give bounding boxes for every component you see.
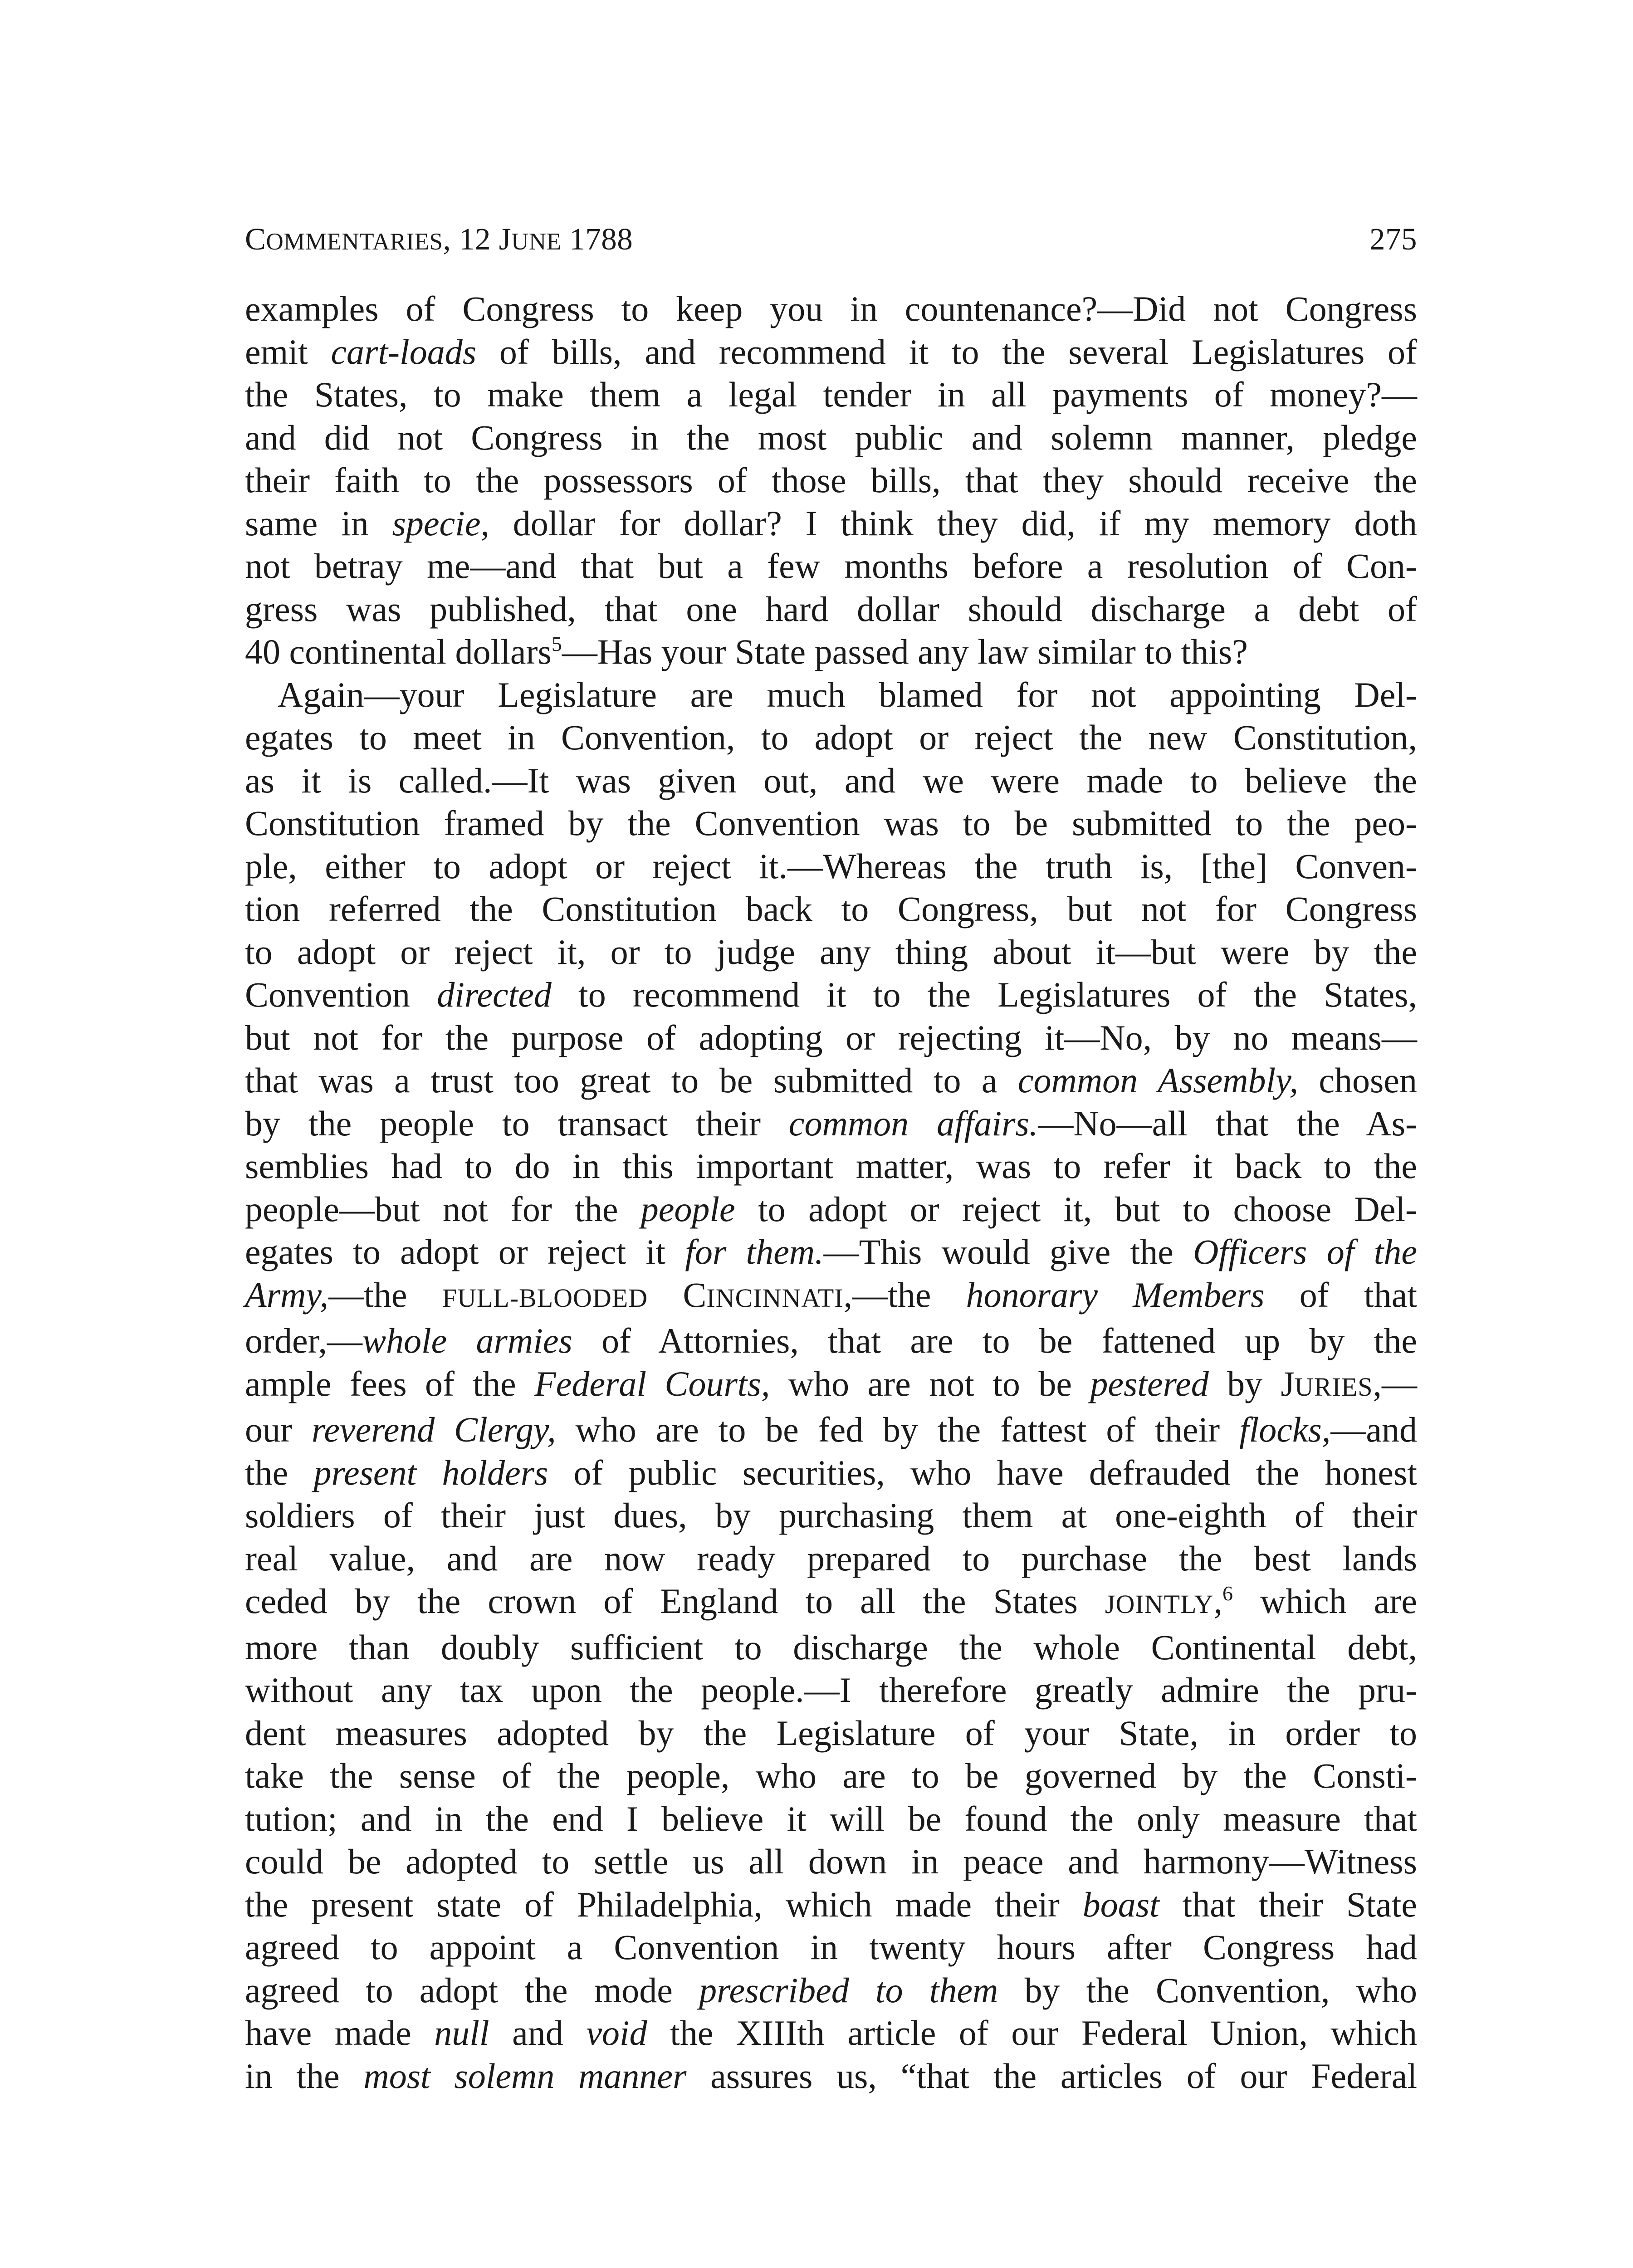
text-line: emit cart-loads of bills, and recommend it to the several Legislatures of xyxy=(245,332,1417,371)
text-line: could be adopted to settle us all down in peace and harmony—Witness xyxy=(245,1842,1417,1881)
text-line: same in specie, dollar for dollar? I think they did, if my memory doth xyxy=(245,503,1417,543)
text-line: to adopt or reject it, or to judge any thing about it—but were by the xyxy=(245,932,1417,972)
text-line: as it is called.—It was given out, and we were made to believe the xyxy=(245,760,1417,800)
text-line: our reverend Clergy, who are to be fed by the fattest of their flocks,—and xyxy=(245,1410,1417,1449)
text-line: ample fees of the Federal Courts, who are not to be pestered by JURIES,— xyxy=(245,1364,1417,1403)
page-number: 275 xyxy=(1369,222,1417,256)
text-line: people—but not for the people to adopt or reject it, but to choose Del- xyxy=(245,1189,1417,1229)
text-line: semblies had to do in this important matter, was to refer it back to the xyxy=(245,1146,1417,1186)
text-line: ceded by the crown of England to all the States JOINTLY,$^6$ which are xyxy=(245,1581,1417,1621)
text-line: not betray me—and that but a few months before a resolution of Con- xyxy=(245,546,1417,586)
text-line: agreed to appoint a Convention in twenty hours after Congress had xyxy=(245,1927,1417,1967)
text-line: more than doubly sufficient to discharge the whole Continental debt, xyxy=(245,1627,1417,1667)
body-text xyxy=(245,288,1417,2097)
text-line: order,—whole armies of Attornies, that are to be fattened up by the xyxy=(245,1321,1417,1360)
text-line: egates to adopt or reject it for them.—This would give the Officers of the xyxy=(245,1232,1417,1271)
text-line: dent measures adopted by the Legislature of your State, in order to xyxy=(245,1713,1417,1753)
document-page xyxy=(245,219,1417,2097)
text-line: egates to meet in Convention, to adopt or reject the new Constitution, xyxy=(245,718,1417,757)
text-line: Convention directed to recommend it to the Legislatures of the States, xyxy=(245,975,1417,1014)
text-line: without any tax upon the people.—I therefore greatly admire the pru- xyxy=(245,1670,1417,1710)
footnote-ref: 5 xyxy=(551,632,562,655)
text-line: Army,—the FULL-BLOODED CINCINNATI,—the honorary Members of that xyxy=(245,1275,1417,1315)
text-line: Again—your Legislature are much blamed for not appointing Del- xyxy=(278,675,1417,714)
text-line: tion referred the Constitution back to Congress, but not for Congress xyxy=(245,889,1417,929)
text-line: but not for the purpose of adopting or rejecting it—No, by no means— xyxy=(245,1017,1417,1057)
text-line: real value, and are now ready prepared to purchase the best lands xyxy=(245,1538,1417,1578)
text-line: Constitution framed by the Convention was to be submitted to the peo- xyxy=(245,803,1417,843)
text-line: their faith to the possessors of those bills, that they should receive the xyxy=(245,460,1417,500)
text-line: tution; and in the end I believe it will be found the only measure that xyxy=(245,1799,1417,1838)
text-line: the States, to make them a legal tender in all payments of money?— xyxy=(245,375,1417,414)
text-line: ple, either to adopt or reject it.—Whereas the truth is, [the] Conven- xyxy=(245,846,1417,886)
text-line: gress was published, that one hard dollar should discharge a debt of xyxy=(245,589,1417,629)
text-line: take the sense of the people, who are to be governed by the Consti- xyxy=(245,1756,1417,1795)
footnote-ref: 6 xyxy=(1222,1582,1233,1605)
text-line: have made null and void the XIIIth article of our Federal Union, which xyxy=(245,2013,1417,2053)
text-line: by the people to transact their common affairs.—No—all that the As- xyxy=(245,1103,1418,1143)
text-line: examples of Congress to keep you in countenance?—Did not Congress xyxy=(245,289,1417,328)
text-line: and did not Congress in the most public and solemn manner, pledge xyxy=(245,417,1417,457)
running-head xyxy=(245,219,1417,259)
text-line: soldiers of their just dues, by purchasing them at one-eighth of their xyxy=(245,1496,1417,1535)
text-line: the present state of Philadelphia, which made their boast that their State xyxy=(245,1884,1417,1924)
text-line: agreed to adopt the mode prescribed to them by the Convention, who xyxy=(245,1970,1417,2010)
text-line: the present holders of public securities, who have defrauded the honest xyxy=(245,1452,1418,1492)
text-line: in the most solemn manner assures us, “that the articles of our Federal xyxy=(245,2056,1417,2096)
running-head-title: COMMENTARIES, 12 JUNE 1788 xyxy=(245,222,633,256)
text-line: 40 continental dollars$^5$—Has your State passed any law similar to this? xyxy=(245,632,1248,671)
text-line: that was a trust too great to be submitted to a common Assembly, chosen xyxy=(245,1061,1417,1100)
